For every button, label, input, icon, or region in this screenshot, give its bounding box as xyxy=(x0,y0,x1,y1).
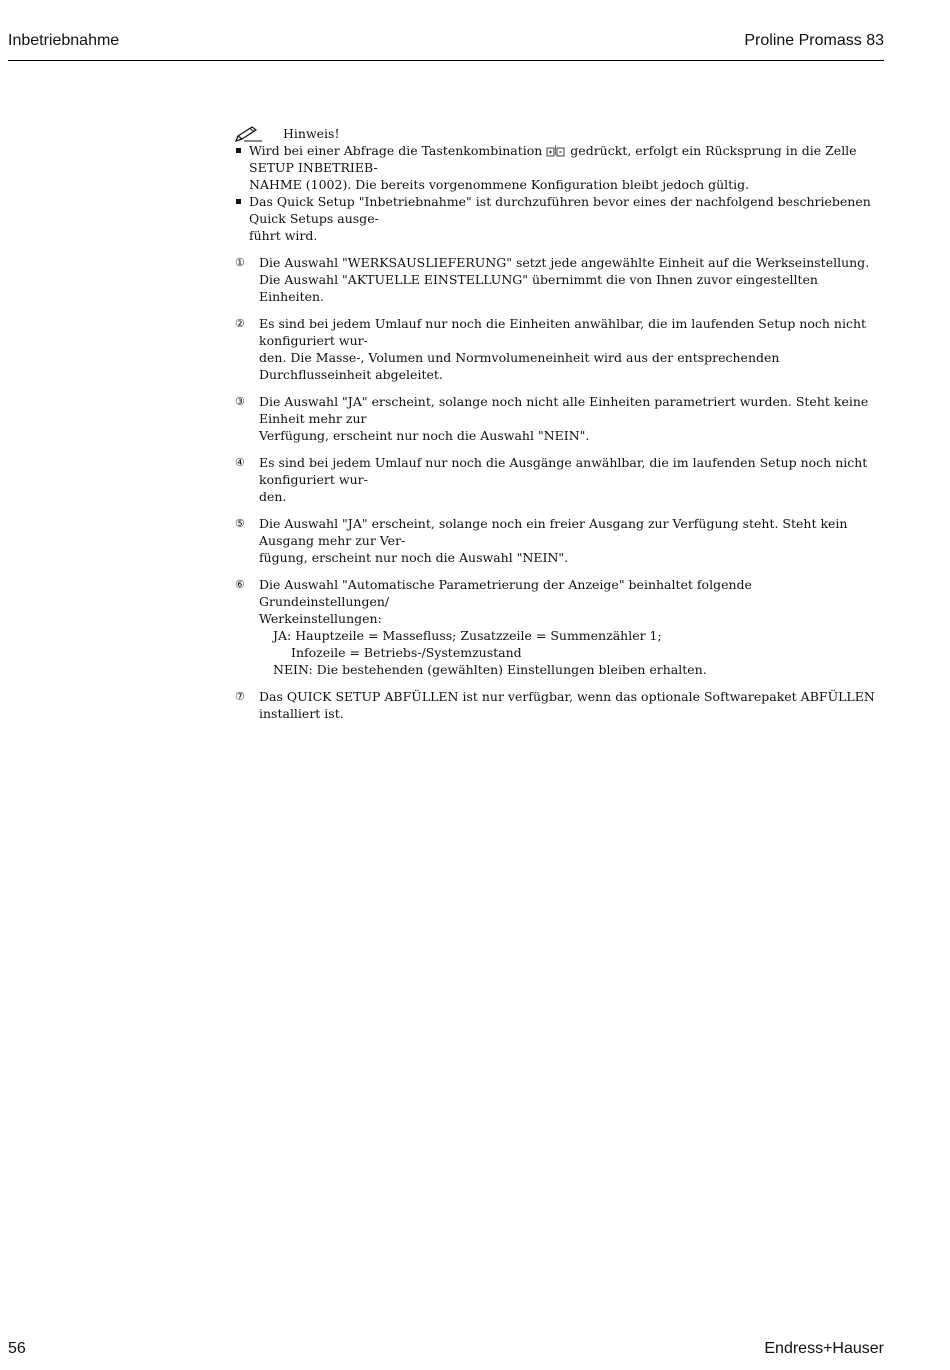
footnote-number: ⑥ xyxy=(235,578,245,591)
footnote-text: Infozeile = Betriebs-/Systemzustand xyxy=(291,645,522,660)
bullet-text: führt wird. xyxy=(249,228,318,243)
footnote xyxy=(235,515,883,566)
footnote-text: Das QUICK SETUP ABFÜLLEN ist nur verfügbar, wenn das optionale Softwarepaket ABFÜLLEN installiert ist. xyxy=(259,689,875,721)
page-number: 56 xyxy=(8,1340,26,1357)
footnote-text: Es sind bei jedem Umlauf nur noch die Einheiten anwählbar, die im laufenden Setup noch nicht konfiguriert wur- xyxy=(259,316,867,348)
footnote-number: ① xyxy=(235,256,245,269)
page-content xyxy=(235,124,883,732)
footnote-number: ④ xyxy=(235,456,245,469)
footnote-text: Werkeinstellungen: xyxy=(259,611,382,626)
footnote xyxy=(235,254,883,305)
footnote-text: Die Auswahl "AKTUELLE EINSTELLUNG" übernimmt die von Ihnen zuvor eingestellten Einheiten. xyxy=(259,272,818,304)
section-title: Inbetriebnahme xyxy=(8,32,120,49)
footnote xyxy=(235,576,883,678)
bullet-square-icon xyxy=(236,148,241,153)
footnote xyxy=(235,688,883,722)
pencil-icon xyxy=(235,124,263,142)
bullet-text: Das Quick Setup "Inbetriebnahme" ist durchzuführen bevor eines der nachfolgend beschriebenen Quick Setups ausge- xyxy=(249,194,871,226)
note-bullet xyxy=(235,142,883,193)
page-header xyxy=(8,31,884,61)
product-title: Proline Promass 83 xyxy=(744,32,884,49)
footnote-text: Die Auswahl "WERKSAUSLIEFERUNG" setzt jede angewählte Einheit auf die Werkseinstellung. xyxy=(259,255,870,270)
bullet-text: NAHME (1002). Die bereits vorgenommene Konfiguration bleibt jedoch gültig. xyxy=(249,177,750,192)
footnote-text: den. Die Masse-, Volumen und Normvolumeneinheit wird aus der entsprechenden Durchflusseinheit abgeleitet. xyxy=(259,350,780,382)
bullet-text: gedrückt, erfolgt ein Rücksprung in die Zelle SETUP INBETRIEB- xyxy=(249,143,857,175)
brand-name: Endress+Hauser xyxy=(764,1340,884,1357)
footnote-text: Es sind bei jedem Umlauf nur noch die Ausgänge anwählbar, die im laufenden Setup noch nicht konfiguriert wur- xyxy=(259,455,868,487)
footnote-text: Die Auswahl "JA" erscheint, solange noch ein freier Ausgang zur Verfügung steht. Steht kein Ausgang mehr zur Ver- xyxy=(259,516,848,548)
footnote-text: Die Auswahl "Automatische Parametrierung der Anzeige" beinhaltet folgende Grundeinstellungen/ xyxy=(259,577,752,609)
bullet-square-icon xyxy=(236,199,241,204)
footnote-number: ② xyxy=(235,317,245,330)
note-bullet xyxy=(235,193,883,244)
footnote xyxy=(235,315,883,383)
footnote-text: JA: Hauptzeile = Massefluss; Zusatzzeile = Summenzähler 1; xyxy=(273,628,662,643)
footnote-text: Die Auswahl "JA" erscheint, solange noch nicht alle Einheiten parametriert wurden. Steht keine Einheit mehr zur xyxy=(259,394,869,426)
footnote-text: den. xyxy=(259,489,287,504)
footnote-text: NEIN: Die bestehenden (gewählten) Einstellungen bleiben erhalten. xyxy=(273,662,707,677)
note-title: Hinweis! xyxy=(283,126,340,141)
footnote-text: Verfügung, erscheint nur noch die Auswahl "NEIN". xyxy=(259,428,590,443)
footnote-number: ③ xyxy=(235,395,245,408)
note-heading xyxy=(235,124,883,142)
footnote xyxy=(235,454,883,505)
footnote-number: ⑦ xyxy=(235,690,245,703)
bullet-text: Wird bei einer Abfrage die Tastenkombination xyxy=(249,143,543,158)
footnote xyxy=(235,393,883,444)
footnote-text: fügung, erscheint nur noch die Auswahl "NEIN". xyxy=(259,550,569,565)
footnote-number: ⑤ xyxy=(235,517,245,530)
plus-minus-keys-icon xyxy=(546,144,566,157)
footnote-list xyxy=(235,254,883,722)
